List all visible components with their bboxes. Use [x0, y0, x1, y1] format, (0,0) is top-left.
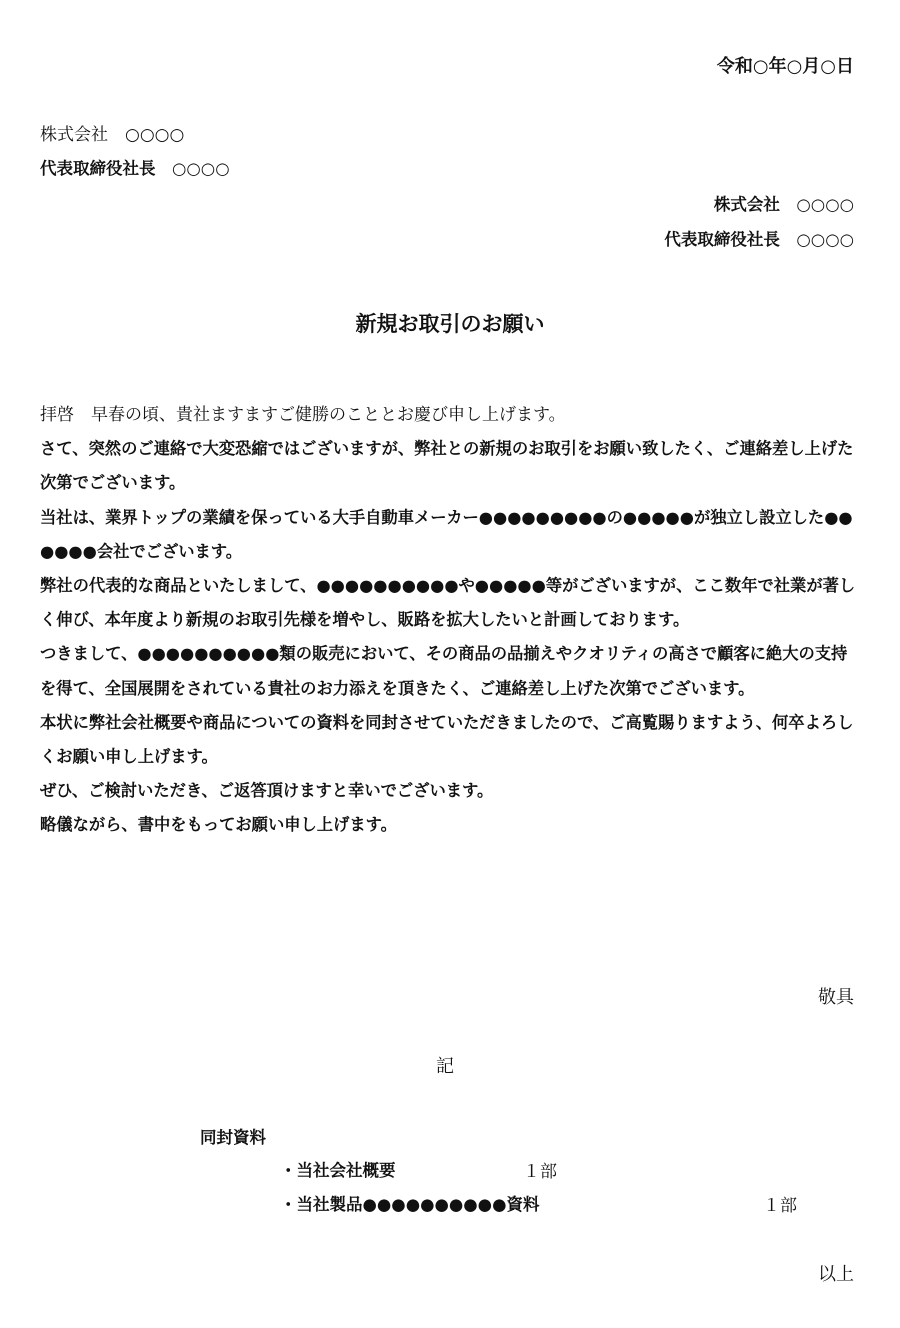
- body-paragraph: 本状に弊社会社概要や商品についての資料を同封させていただきましたので、ご高覧賜りますよう、何卒よろしくお願い申し上げます。: [40, 712, 854, 767]
- recipient-company: 株式会社 ○○○○: [40, 125, 185, 145]
- body-paragraph: ぜひ、ご検討いただき、ご返答頂けますと幸いでございます。: [40, 781, 494, 801]
- body-paragraph: 当社は、業界トップの業績を保っている大手自動車メーカー●●●●●●●●●の●●●●●が独立し設立した●●●●●●会社でございます。: [40, 507, 853, 561]
- body-paragraph: 略儀ながら、書中をもってお願い申し上げます。: [40, 815, 397, 835]
- closing-ijou: 以上: [818, 1264, 854, 1285]
- document-title: 新規お取引のお願い: [355, 312, 545, 336]
- enclosure-item-qty: １部: [763, 1196, 797, 1216]
- sender-company: 株式会社 ○○○○: [713, 195, 854, 214]
- recipient-representative: 代表取締役社長 ○○○○: [40, 159, 230, 178]
- enclosure-item-qty: １部: [523, 1162, 557, 1182]
- enclosure-item-name: ・当社製品●●●●●●●●●●資料: [280, 1195, 540, 1214]
- body-paragraph: さて、突然のご連絡で大変恐縮ではございますが、弊社との新規のお取引をお願い致したく、ご連絡差し上げた次第でございます。: [40, 439, 854, 493]
- enclosure-heading: 同封資料: [200, 1128, 266, 1147]
- ki-heading: 記: [436, 1056, 454, 1077]
- sender-representative: 代表取締役社長 ○○○○: [664, 230, 854, 249]
- enclosure-item-name: ・当社会社概要: [280, 1161, 396, 1180]
- letter-body: [40, 398, 858, 843]
- closing-keigu: 敬具: [818, 987, 854, 1008]
- document-date: 令和○年○月○日: [716, 56, 854, 77]
- body-paragraph: 弊社の代表的な商品といたしまして、●●●●●●●●●●や●●●●●等がございますが、ここ数年で社業が著しく伸び、本年度より新規のお取引先様を増やし、販路を拡大したいと計画しております。: [40, 576, 856, 630]
- body-paragraph: つきまして、●●●●●●●●●●類の販売において、その商品の品揃えやクオリティの高さで顧客に絶大の支持を得て、全国展開をされている貴社のお力添えを頂きたく、ご連絡差し上げた次第でございます。: [40, 644, 848, 698]
- greeting-line: 拝啓 早春の頃、貴社ますますご健勝のこととお慶び申し上げます。: [40, 405, 566, 425]
